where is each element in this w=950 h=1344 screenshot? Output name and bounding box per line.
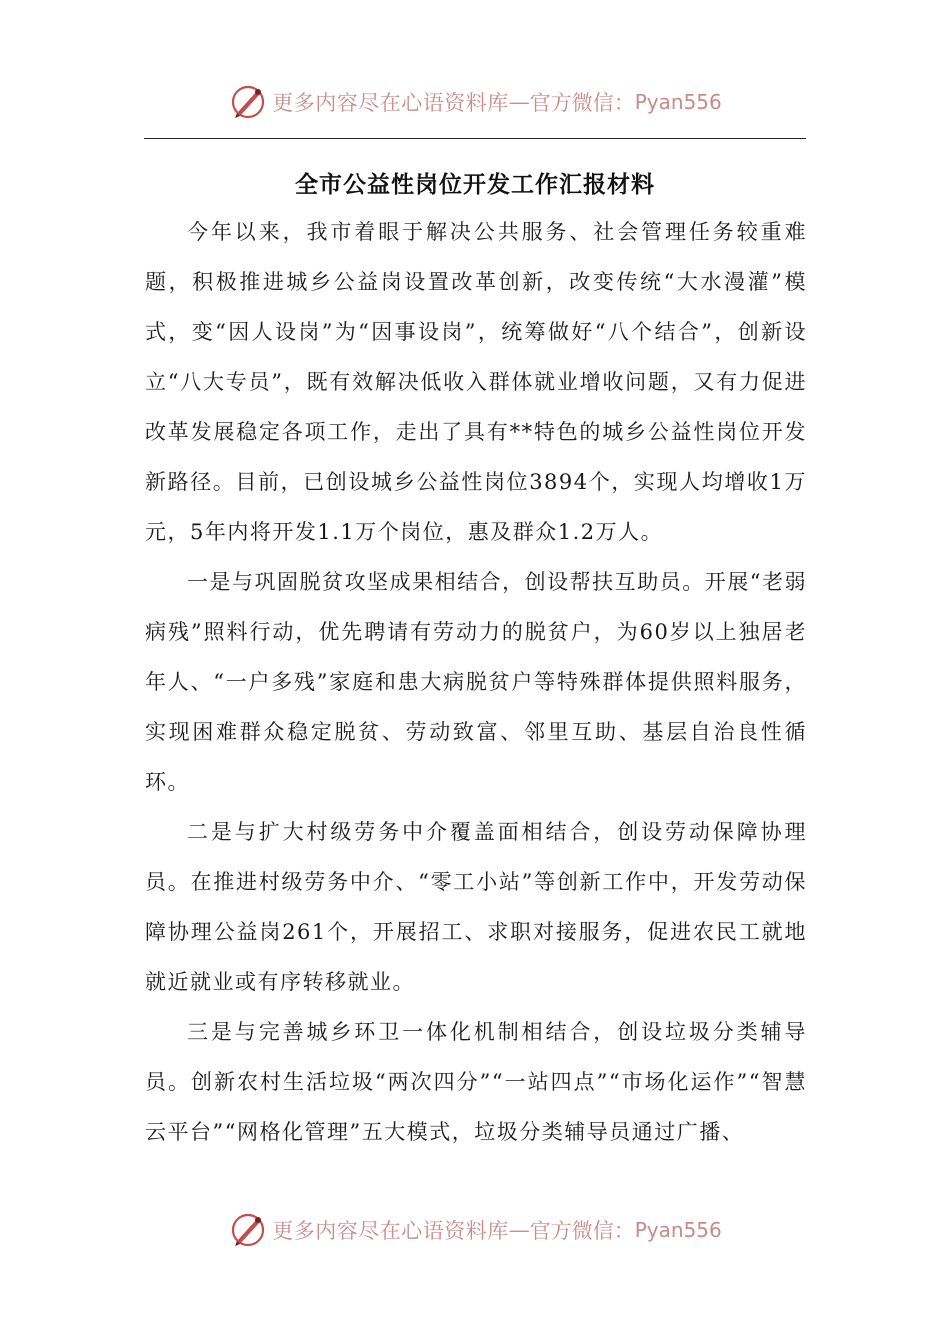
header-slogan: 更多内容尽在心语资料库 [272, 91, 509, 115]
header-wechat-handle: Pyan556 [634, 90, 722, 114]
pen-logo-icon [228, 1210, 268, 1250]
footer-slogan: 更多内容尽在心语资料库 [272, 1219, 509, 1243]
paragraph-point-3: 三是与完善城乡环卫一体化机制相结合，创设垃圾分类辅导员。创新农村生活垃圾“两次四分”“一站四点”“市场化运作”“智慧云平台”“网格化管理”五大模式，垃圾分类辅导员通过广播、 [145, 1020, 807, 1144]
header-contact-label: 官方微信： [529, 91, 635, 115]
footer-contact-label: 官方微信： [529, 1219, 635, 1243]
paragraph-point-2: 二是与扩大村级劳务中介覆盖面相结合，创设劳动保障协理员。在推进村级劳务中介、“零工小站”等创新工作中，开发劳动保障协理公益岗261个，开展招工、求职对接服务，促进农民工就地就近就业或有序转移就业。 [145, 820, 807, 994]
page-title: 全市公益性岗位开发工作汇报材料 [295, 172, 655, 198]
document-body [145, 207, 807, 1157]
footer-wechat-handle: Pyan556 [634, 1218, 722, 1242]
paragraph-point-1: 一是与巩固脱贫攻坚成果相结合，创设帮扶互助员。开展“老弱病残”照料行动，优先聘请有劳动力的脱贫户，为60岁以上独居老年人、“一户多残”家庭和患大病脱贫户等特殊群体提供照料服务，实现困难群众稳定脱贫、劳动致富、邻里互助、基层自治良性循环。 [145, 570, 807, 794]
footer-banner [0, 1208, 950, 1252]
paragraph-intro: 今年以来，我市着眼于解决公共服务、社会管理任务较重难题，积极推进城乡公益岗设置改革创新，改变传统“大水漫灌”模式，变“因人设岗”为“因事设岗”，统筹做好“八个结合”，创新设立“八大专员”，既有效解决低收入群体就业增收问题，又有力促进改革发展稳定各项工作，走出了具有**特色的城乡公益性岗位开发新路径。目前，已创设城乡公益性岗位3894个，实现人均增收1万元，5年内将开发1.1万个岗位，惠及群众1.2万人。 [145, 220, 807, 544]
header-banner [0, 80, 950, 124]
header-dash: — [508, 90, 530, 114]
header-divider [144, 138, 806, 139]
footer-dash: — [508, 1218, 530, 1242]
pen-logo-icon [228, 82, 268, 122]
